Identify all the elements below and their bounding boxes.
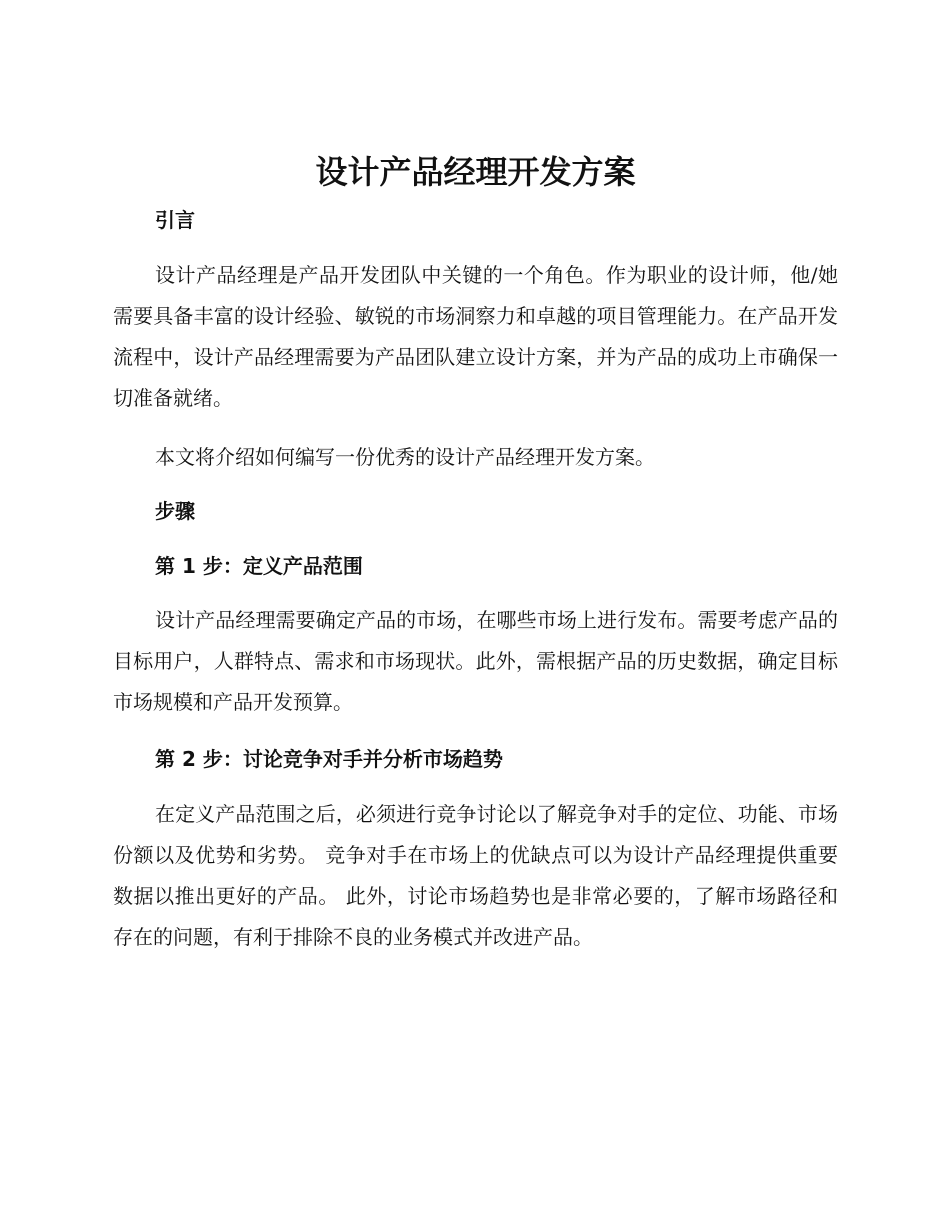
- intro-paragraph-1: 设计产品经理是产品开发团队中关键的一个角色。作为职业的设计师，他/她需要具备丰富的设计经验、敏锐的市场洞察力和卓越的项目管理能力。在产品开发流程中，设计产品经理需要为产品团队建立设计方案，并为产品的成功上市确保一切准备就绪。: [113, 263, 838, 410]
- step-1-heading: 第 1 步：定义产品范围: [155, 554, 363, 578]
- step-2-body: 在定义产品范围之后，必须进行竞争讨论以了解竞争对手的定位、功能、市场份额以及优势和劣势。 竞争对手在市场上的优缺点可以为设计产品经理提供重要数据以推出更好的产品。 此外，讨论市场趋势也是非常必要的，了解市场路径和存在的问题，有利于排除不良的业务模式并改进产品。: [113, 802, 838, 949]
- section-heading-steps: 步骤: [155, 499, 195, 523]
- step-1-body: 设计产品经理需要确定产品的市场，在哪些市场上进行发布。需要考虑产品的目标用户，人群特点、需求和市场现状。此外，需根据产品的历史数据，确定目标市场规模和产品开发预算。: [113, 608, 838, 714]
- intro-paragraph-2: 本文将介绍如何编写一份优秀的设计产品经理开发方案。: [155, 445, 655, 469]
- section-heading-intro: 引言: [155, 208, 195, 232]
- step-2-heading: 第 2 步：讨论竞争对手并分析市场趋势: [155, 747, 503, 771]
- document-title: 设计产品经理开发方案: [315, 153, 636, 191]
